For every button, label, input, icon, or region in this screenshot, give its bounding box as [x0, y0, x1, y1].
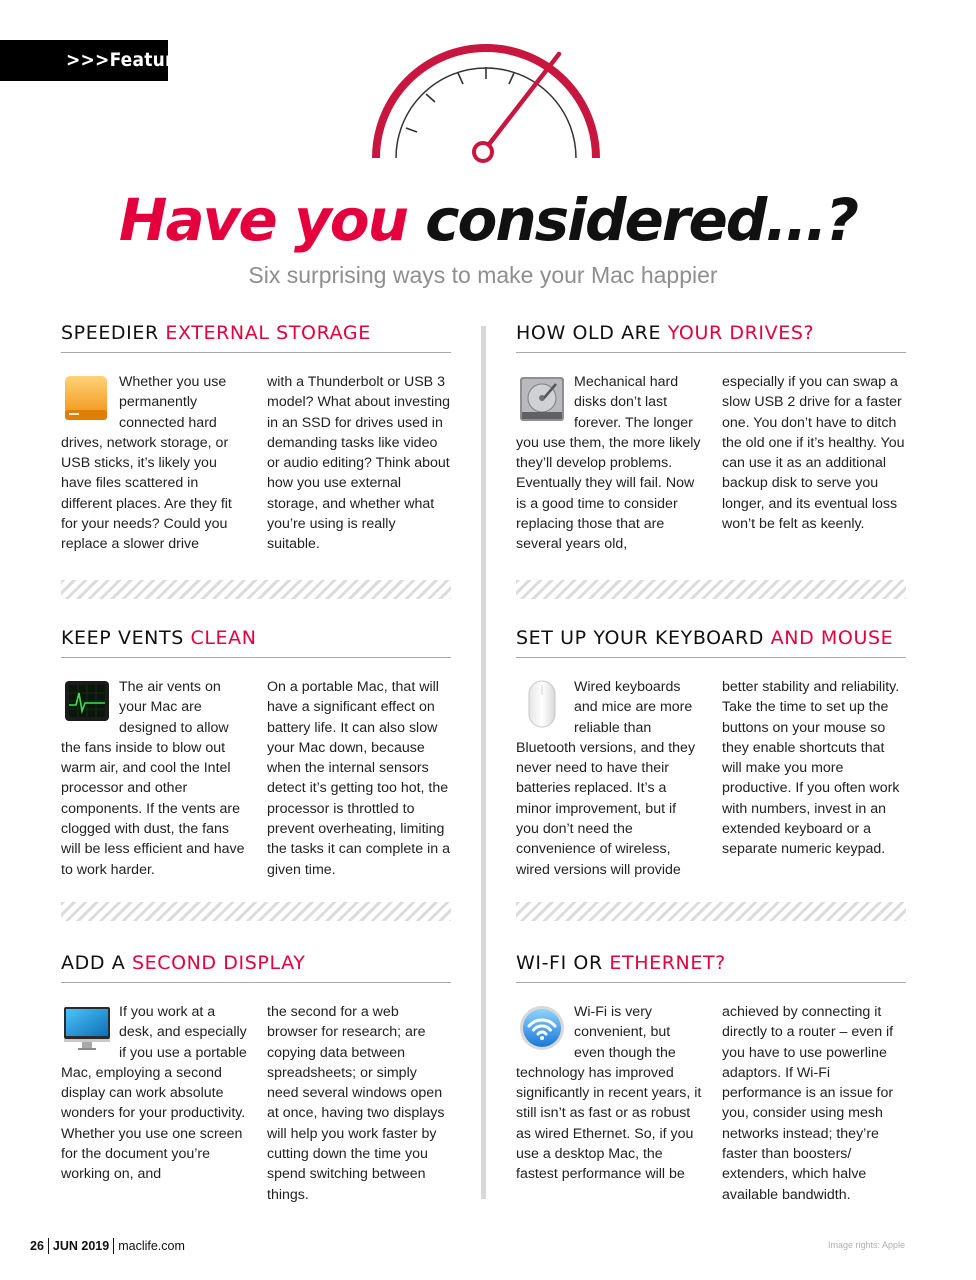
wifi-icon [516, 1002, 571, 1060]
stripe-separator [516, 902, 906, 921]
feature-tag: >>>Feature [0, 40, 168, 81]
section-text-col1: If you work at a desk, and especially if you use a portable Mac, employing a second display can work absolute wonders for your productivity. Whether you use one screen for the document you’re working on, and [61, 1004, 247, 1183]
section-rule [61, 982, 451, 983]
section-external-storage [61, 322, 451, 555]
title-part-red: Have you [118, 186, 407, 254]
page-number: 26 [30, 1239, 44, 1253]
section-text-col1: Wi-Fi is very convenient, but even though the technology has improved significantly in recent years, it still isn’t as fast or as robust as wired Ethernet. So, if you use a desktop Mac, the fastest performance will be [516, 1004, 702, 1183]
section-text-col2: On a portable Mac, that will have a significant effect on battery life. It can also slow your Mac down, because when the internal sensors detect it’s getting too hot, the processor is throttled to prevent overheating, limiting the tasks it can complete in a given time. [267, 679, 450, 878]
section-title: KEEP VENTS CLEAN [61, 627, 257, 649]
activity-monitor-icon [61, 677, 116, 735]
hard-drive-icon [61, 372, 116, 430]
section-text-col2: the second for a web browser for research; are copying data between spreadsheets; or simply need several windows open at once, having two displays will help you work faster by cutting down the time you spend switching between things. [267, 1004, 445, 1203]
image-credits: Image rights: Apple [827, 1240, 905, 1250]
section-text-col2: better stability and reliability. Take the time to set up the buttons on your mouse so they enable shortcuts that will make you more productive. If you often work with numbers, invest in an extended keyboard or a separate numeric keypad. [722, 679, 900, 858]
column-divider [481, 326, 486, 1199]
section-vents [61, 627, 451, 880]
section-text-col2: with a Thunderbolt or USB 3 model? What about investing in an SSD for drives used in demanding tasks like video or audio editing? Think about how you use external storage, and whether what you’re using is really suitable. [267, 374, 450, 553]
section-rule [61, 657, 451, 658]
section-rule [516, 982, 906, 983]
gauge-hub [474, 143, 492, 161]
section-title: WI-FI OR ETHERNET? [516, 952, 726, 974]
section-text-col1: The air vents on your Mac are designed to allow the fans inside to blow out warm air, and cool the Intel processor and other components. If the vents are clogged with dust, the fans will be less efficient and have to work harder. [61, 679, 245, 878]
display-icon [61, 1002, 116, 1060]
section-title: HOW OLD ARE YOUR DRIVES? [516, 322, 815, 344]
speedometer-icon [366, 24, 606, 169]
section-title: SPEEDIER EXTERNAL STORAGE [61, 322, 371, 344]
stripe-separator [61, 580, 451, 599]
stripe-separator [61, 902, 451, 921]
title-part-dark: considered...? [425, 186, 858, 254]
section-rule [516, 657, 906, 658]
internal-drive-icon [516, 372, 571, 430]
page-footer [30, 1238, 185, 1254]
site-url: maclife.com [118, 1239, 185, 1253]
section-drives-age [516, 322, 906, 555]
section-rule [61, 352, 451, 353]
issue-date: JUN 2019 [52, 1239, 110, 1253]
subtitle: Six surprising ways to make your Mac happier [248, 262, 718, 288]
section-text-col1: Wired keyboards and mice are more reliable than Bluetooth versions, and they never need to have their batteries replaced. It’s a minor improvement, but if you don’t need the convenience of wireless, wired versions will provide [516, 679, 696, 878]
section-text-col1: Mechanical hard disks don’t last forever. The longer you use them, the more likely they’ll develop problems. Eventually they will fail. Now is a good time to consider replacing those that are several years old, [516, 374, 701, 553]
section-wifi-ethernet [516, 952, 906, 1205]
main-title [0, 186, 976, 254]
section-keyboard-mouse [516, 627, 906, 880]
section-text-col1: Whether you use permanently connected hard drives, network storage, or USB sticks, it’s likely you have files scattered in different places. Are they fit for your needs? Could you replace a slower drive [61, 374, 232, 553]
stripe-separator [516, 580, 906, 599]
section-title: ADD A SECOND DISPLAY [61, 952, 306, 974]
section-title: SET UP YOUR KEYBOARD AND MOUSE [516, 627, 894, 649]
section-rule [516, 352, 906, 353]
section-second-display [61, 952, 451, 1205]
section-text-col2: achieved by connecting it directly to a router – even if you have to use powerline adaptors. If Wi-Fi performance is an issue for you, consider using mesh networks instead; they’re faster than boosters/ extenders, which halve available bandwidth. [722, 1004, 894, 1203]
section-text-col2: especially if you can swap a slow USB 2 drive for a faster one. You don’t have to ditch the old one if it’s healthy. You can use it as an additional backup disk to serve you longer, and its eventual loss won’t be felt as keenly. [722, 374, 905, 533]
mouse-icon [516, 677, 571, 735]
gauge-ticks [406, 67, 514, 132]
